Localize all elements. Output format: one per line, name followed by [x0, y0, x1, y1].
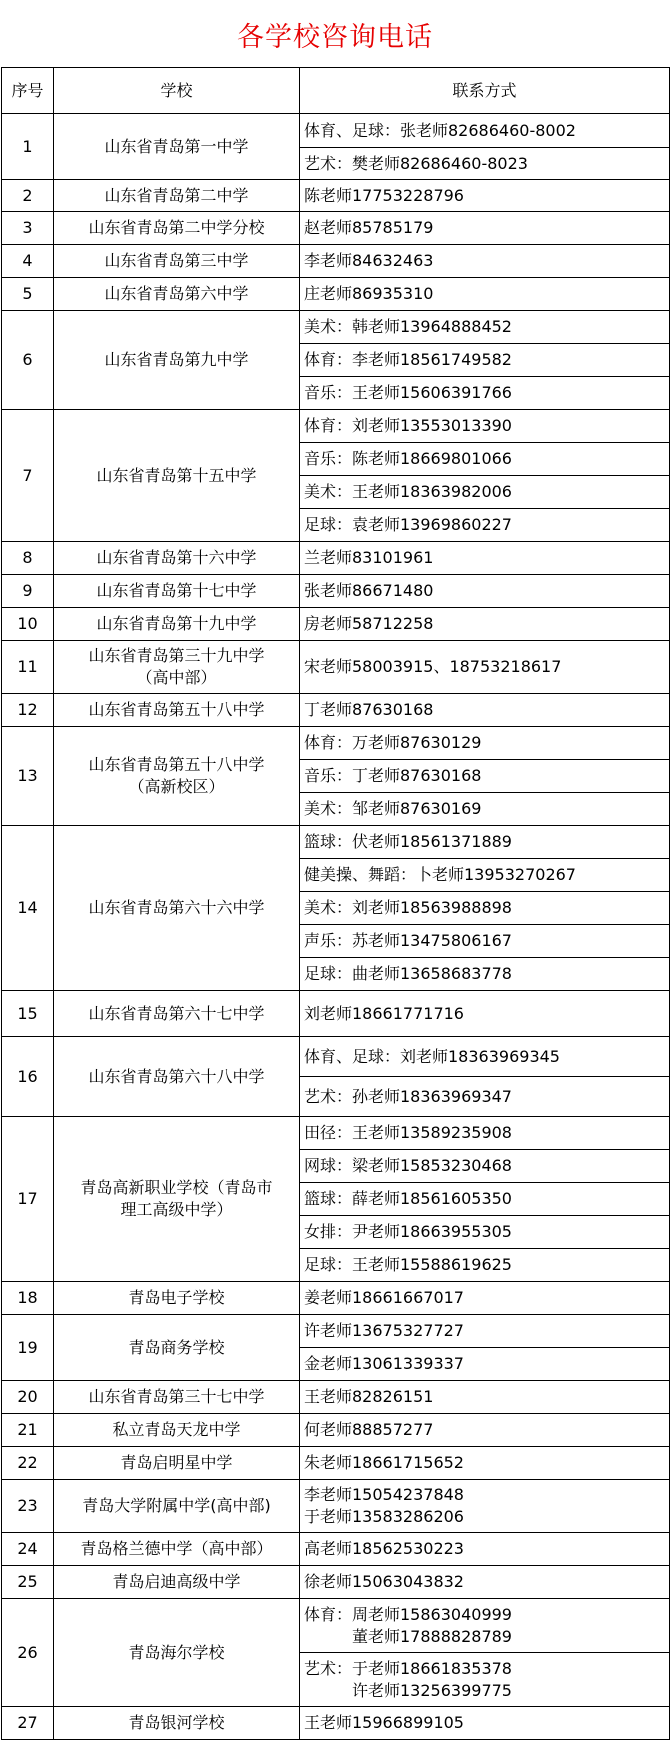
contact-line: 董老师17888828789 [304, 1626, 512, 1646]
school-name-line: （高中部） [136, 668, 217, 687]
school-name [54, 1599, 300, 1707]
contact-info [300, 410, 670, 443]
school-name-line: 山东省青岛第一中学 [104, 136, 249, 156]
school-name-line: 山东省青岛第二中学 [104, 185, 249, 205]
contact-info [300, 1480, 670, 1533]
row-index: 24 [2, 1533, 54, 1566]
contact-info [300, 760, 670, 793]
contact-line: 艺术：于老师18661835378 [304, 1658, 512, 1678]
contact-line: 体育、足球：张老师82686460-8002 [304, 120, 576, 140]
contact-info [300, 1533, 670, 1566]
school-name [54, 1480, 300, 1533]
contact-info [300, 1117, 670, 1150]
contact-line: 陈老师17753228796 [304, 185, 464, 205]
school-name [54, 991, 300, 1037]
contact-info [300, 1282, 670, 1315]
row-index: 17 [2, 1117, 54, 1282]
school-name [54, 1533, 300, 1566]
row-index: 1 [2, 114, 54, 180]
school-name-line: 山东省青岛第六十七中学 [88, 1003, 265, 1023]
school-name [54, 180, 300, 212]
row-index: 21 [2, 1414, 54, 1447]
school-name [54, 1037, 300, 1117]
contact-line: 徐老师15063043832 [304, 1572, 464, 1591]
school-name [54, 212, 300, 245]
table-row [2, 694, 670, 727]
table-row [2, 991, 670, 1037]
row-index: 23 [2, 1480, 54, 1533]
row-index: 10 [2, 608, 54, 641]
contact-info [300, 1183, 670, 1216]
contact-info [300, 476, 670, 509]
row-index: 26 [2, 1599, 54, 1707]
school-name-line: 山东省青岛第五十八中学 [88, 700, 265, 719]
school-name-line: 山东省青岛第十七中学 [96, 581, 257, 600]
school-name [54, 641, 300, 694]
school-name [54, 575, 300, 608]
table-row [2, 1037, 670, 1077]
contact-info [300, 344, 670, 377]
row-index: 27 [2, 1707, 54, 1740]
table-row [2, 826, 670, 859]
contact-line: 足球：曲老师13658683778 [304, 964, 512, 983]
table-row [2, 727, 670, 760]
contact-line: 于老师13583286206 [304, 1507, 464, 1526]
row-index: 4 [2, 245, 54, 278]
contact-info [300, 180, 670, 212]
school-name [54, 114, 300, 180]
row-index: 9 [2, 575, 54, 608]
header-contact: 联系方式 [300, 68, 670, 114]
school-name [54, 1381, 300, 1414]
contact-info [300, 925, 670, 958]
contact-info [300, 1707, 670, 1740]
contact-line: 朱老师18661715652 [304, 1453, 464, 1472]
contact-line: 美术：邹老师87630169 [304, 799, 482, 818]
school-name-line: 山东省青岛第九中学 [104, 350, 249, 369]
table-row [2, 114, 670, 148]
table-row [2, 1315, 670, 1348]
school-name [54, 542, 300, 575]
table-row [2, 1381, 670, 1414]
contact-line: 李老师84632463 [304, 251, 434, 270]
table-row [2, 278, 670, 311]
contact-line: 足球：王老师15588619625 [304, 1255, 512, 1274]
contact-info [300, 443, 670, 476]
contact-info [300, 1414, 670, 1447]
row-index: 25 [2, 1566, 54, 1599]
contact-line: 许老师13675327727 [304, 1321, 464, 1340]
row-index: 16 [2, 1037, 54, 1117]
contact-line: 庄老师86935310 [304, 284, 434, 303]
school-name [54, 608, 300, 641]
school-name-line: 青岛高新职业学校（青岛市 [80, 1178, 273, 1197]
contact-info [300, 509, 670, 542]
contact-line: 刘老师18661771716 [304, 1003, 464, 1023]
school-name-line: 山东省青岛第三中学 [104, 251, 249, 270]
contact-info [300, 859, 670, 892]
row-index: 12 [2, 694, 54, 727]
contact-line: 健美操、舞蹈：卜老师13953270267 [304, 865, 576, 884]
contact-info [300, 826, 670, 859]
page-title: 各学校咨询电话 [237, 21, 433, 53]
school-name [54, 1707, 300, 1740]
contact-info [300, 148, 670, 180]
row-index: 5 [2, 278, 54, 311]
contact-line: 音乐：王老师15606391766 [304, 383, 512, 402]
table-row [2, 1414, 670, 1447]
contact-info [300, 212, 670, 245]
school-name-line: 山东省青岛第十五中学 [96, 465, 257, 485]
row-index: 22 [2, 1447, 54, 1480]
school-name-line: 山东省青岛第十六中学 [96, 548, 257, 567]
table-row [2, 180, 670, 212]
contact-info [300, 245, 670, 278]
header-index: 序号 [2, 68, 54, 114]
school-name-line: 山东省青岛第五十八中学 [88, 755, 265, 774]
school-name-line: 山东省青岛第三十七中学 [88, 1387, 265, 1406]
contact-info [300, 694, 670, 727]
contact-line: 王老师82826151 [304, 1387, 434, 1406]
table-row [2, 410, 670, 443]
contact-info [300, 958, 670, 991]
school-name-line: （高新校区） [128, 777, 225, 796]
row-index: 6 [2, 311, 54, 410]
contact-info [300, 892, 670, 925]
contact-info [300, 1216, 670, 1249]
school-name [54, 1315, 300, 1381]
contact-line: 许老师13256399775 [304, 1680, 512, 1700]
contact-info [300, 542, 670, 575]
school-name-line: 青岛电子学校 [128, 1288, 225, 1307]
contact-info [300, 608, 670, 641]
contact-line: 美术：王老师18363982006 [304, 482, 512, 501]
row-index: 18 [2, 1282, 54, 1315]
school-name-line: 理工高级中学） [120, 1200, 233, 1219]
row-index: 2 [2, 180, 54, 212]
contact-info [300, 575, 670, 608]
contact-info [300, 377, 670, 410]
contact-table [1, 67, 670, 1740]
contact-info [300, 1653, 670, 1707]
school-name [54, 1447, 300, 1480]
school-name [54, 1414, 300, 1447]
contact-info [300, 1077, 670, 1117]
school-name-line: 青岛海尔学校 [128, 1642, 225, 1662]
table-row [2, 542, 670, 575]
school-name [54, 410, 300, 542]
table-row [2, 1117, 670, 1150]
contact-line: 房老师58712258 [304, 614, 434, 633]
contact-line: 王老师15966899105 [304, 1713, 464, 1732]
table-row [2, 1599, 670, 1653]
contact-line: 艺术：孙老师18363969347 [304, 1086, 512, 1106]
contact-info [300, 1348, 670, 1381]
school-name [54, 727, 300, 826]
row-index: 14 [2, 826, 54, 991]
contact-line: 金老师13061339337 [304, 1354, 464, 1373]
row-index: 19 [2, 1315, 54, 1381]
contact-line: 女排：尹老师18663955305 [304, 1222, 512, 1241]
contact-line: 篮球：薛老师18561605350 [304, 1189, 512, 1208]
school-name-line: 青岛大学附属中学(高中部) [82, 1496, 271, 1515]
table-row [2, 1533, 670, 1566]
contact-info [300, 1566, 670, 1599]
school-name-line: 山东省青岛第六中学 [104, 284, 249, 303]
contact-line: 高老师18562530223 [304, 1539, 464, 1558]
row-index: 7 [2, 410, 54, 542]
contact-line: 足球：袁老师13969860227 [304, 515, 512, 534]
contact-line: 体育：李老师18561749582 [304, 350, 512, 369]
row-index: 8 [2, 542, 54, 575]
contact-info [300, 114, 670, 148]
contact-line: 音乐：陈老师18669801066 [304, 449, 512, 468]
contact-info [300, 991, 670, 1037]
table-row [2, 641, 670, 694]
contact-info [300, 311, 670, 344]
contact-line: 赵老师85785179 [304, 218, 434, 237]
contact-line: 体育：万老师87630129 [304, 733, 482, 752]
row-index: 11 [2, 641, 54, 694]
contact-info [300, 1315, 670, 1348]
page [1, 1, 669, 1740]
contact-line: 兰老师83101961 [304, 548, 434, 567]
contact-line: 美术：韩老师13964888452 [304, 317, 512, 336]
school-name-line: 青岛商务学校 [128, 1337, 225, 1357]
contact-info [300, 641, 670, 694]
school-name [54, 694, 300, 727]
table-row [2, 575, 670, 608]
school-name-line: 山东省青岛第六十六中学 [88, 898, 265, 917]
contact-line: 李老师15054237848 [304, 1485, 464, 1504]
row-index: 13 [2, 727, 54, 826]
school-name-line: 青岛启迪高级中学 [112, 1572, 241, 1591]
contact-line: 姜老师18661667017 [304, 1288, 464, 1307]
school-name [54, 1282, 300, 1315]
contact-line: 宋老师58003915、18753218617 [304, 657, 562, 676]
contact-info [300, 278, 670, 311]
school-name-line: 山东省青岛第三十九中学 [88, 646, 265, 665]
contact-info [300, 1037, 670, 1077]
row-index: 15 [2, 991, 54, 1037]
contact-line: 篮球：伏老师18561371889 [304, 832, 512, 851]
contact-info [300, 793, 670, 826]
table-row [2, 311, 670, 344]
school-name-line: 青岛启明星中学 [120, 1453, 233, 1472]
contact-line: 艺术：樊老师82686460-8023 [304, 153, 528, 173]
table-row [2, 1282, 670, 1315]
school-name-line: 私立青岛天龙中学 [112, 1420, 241, 1439]
school-name-line: 山东省青岛第六十八中学 [88, 1066, 265, 1086]
school-name [54, 1566, 300, 1599]
row-index: 20 [2, 1381, 54, 1414]
contact-info [300, 1249, 670, 1282]
row-index: 3 [2, 212, 54, 245]
contact-line: 声乐：苏老师13475806167 [304, 931, 512, 950]
contact-line: 田径：王老师13589235908 [304, 1123, 512, 1142]
table-row [2, 1707, 670, 1740]
school-name [54, 245, 300, 278]
contact-line: 张老师86671480 [304, 581, 434, 600]
contact-line: 体育：周老师15863040999 [304, 1604, 512, 1624]
contact-info [300, 1447, 670, 1480]
contact-info [300, 1599, 670, 1653]
table-row [2, 1447, 670, 1480]
contact-info [300, 1150, 670, 1183]
school-name [54, 1117, 300, 1282]
contact-info [300, 1381, 670, 1414]
school-name [54, 826, 300, 991]
table-row [2, 1566, 670, 1599]
table-row [2, 212, 670, 245]
school-name-line: 山东省青岛第十九中学 [96, 614, 257, 633]
contact-line: 体育、足球：刘老师18363969345 [304, 1046, 560, 1066]
school-name-line: 山东省青岛第二中学分校 [88, 218, 265, 237]
contact-line: 美术：刘老师18563988898 [304, 898, 512, 917]
table-row [2, 1480, 670, 1533]
header-school: 学校 [54, 68, 300, 114]
table-body [2, 114, 670, 1740]
table-row [2, 245, 670, 278]
school-name-line: 青岛格兰德中学（高中部） [80, 1539, 273, 1558]
contact-line: 网球：梁老师15853230468 [304, 1156, 512, 1175]
school-name [54, 278, 300, 311]
contact-info [300, 727, 670, 760]
header-row [2, 68, 670, 114]
contact-line: 丁老师87630168 [304, 700, 434, 719]
contact-line: 音乐：丁老师87630168 [304, 766, 482, 785]
school-name [54, 311, 300, 410]
school-name-line: 青岛银河学校 [128, 1713, 225, 1732]
contact-line: 体育：刘老师13553013390 [304, 416, 512, 435]
contact-line: 何老师88857277 [304, 1420, 434, 1439]
table-row [2, 608, 670, 641]
